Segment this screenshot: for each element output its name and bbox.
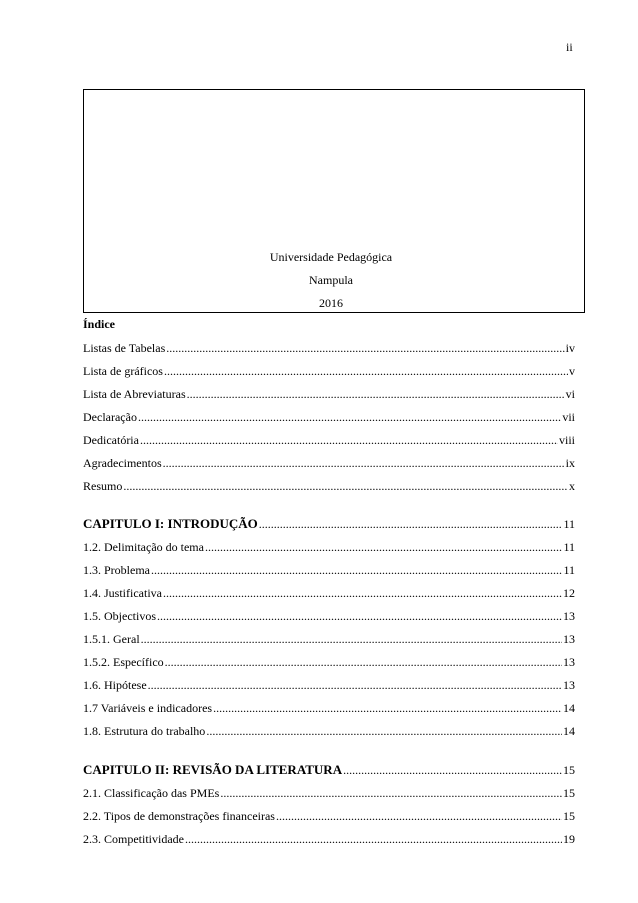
toc-leader-dots [259, 516, 563, 532]
toc-entry-title: Lista de Abreviaturas [83, 387, 186, 401]
toc-entry-1-3[interactable] [83, 562, 575, 578]
cover-box [83, 89, 585, 313]
cover-university: Universidade Pedagógica [269, 250, 393, 264]
toc-entry-page: 13 [563, 632, 575, 646]
toc-leader-dots [276, 808, 562, 824]
toc-entry-declaration[interactable] [83, 409, 575, 425]
toc-entry-list-of-abbreviations[interactable] [83, 386, 575, 402]
toc-entry-page: 13 [563, 609, 575, 623]
toc-leader-dots [166, 340, 564, 356]
toc-entry-title: 1.5.1. Geral [83, 632, 140, 646]
toc-leader-dots [187, 386, 565, 402]
toc-entry-page: vii [562, 410, 575, 424]
toc-entry-dedication[interactable] [83, 432, 575, 448]
toc-entry-page: 12 [563, 586, 575, 600]
toc-entry-page: 15 [563, 809, 575, 823]
toc-entry-title: Dedicatória [83, 433, 139, 447]
toc-entry-page: v [569, 364, 575, 378]
toc-leader-dots [213, 700, 562, 716]
toc-leader-dots [140, 432, 558, 448]
toc-leader-dots [163, 585, 562, 601]
toc-entry-title: Agradecimentos [83, 456, 162, 470]
toc-entry-page: 11 [563, 563, 575, 577]
toc-entry-page: 15 [563, 763, 575, 777]
toc-entry-title: 1.4. Justificativa [83, 586, 162, 600]
cover-year: 2016 [319, 296, 343, 310]
toc-entry-page: 14 [563, 701, 575, 715]
toc-entry-list-of-charts[interactable] [83, 363, 575, 379]
page-number: ii [566, 40, 573, 54]
toc-entry-2-3[interactable] [83, 831, 575, 847]
toc-entry-page: 13 [563, 655, 575, 669]
toc-leader-dots [165, 654, 562, 670]
toc-entry-1-2[interactable] [83, 539, 575, 555]
toc-entry-page: 14 [563, 724, 575, 738]
toc-entry-page: vi [565, 387, 575, 401]
toc-entry-title: 1.6. Hipótese [83, 678, 147, 692]
toc-leader-dots [164, 363, 568, 379]
toc-leader-dots [220, 785, 562, 801]
toc-entry-page: 11 [563, 517, 575, 531]
toc-entry-page: 13 [563, 678, 575, 692]
toc-entry-title: 1.2. Delimitação do tema [83, 540, 204, 554]
toc-entry-title: 2.2. Tipos de demonstrações financeiras [83, 809, 275, 823]
toc-leader-dots [343, 762, 562, 778]
toc-entry-title: 1.3. Problema [83, 563, 150, 577]
toc-entry-page: iv [565, 341, 575, 355]
toc-entry-title: Resumo [83, 479, 123, 493]
toc-leader-dots [205, 539, 562, 555]
toc-entry-title: 1.5.2. Específico [83, 655, 164, 669]
toc-leader-dots [138, 409, 561, 425]
toc-entry-title: 2.3. Competitividade [83, 832, 184, 846]
toc-chapter-title: CAPITULO I: INTRODUÇÃO [83, 516, 258, 531]
toc-chapter-2[interactable] [83, 762, 575, 778]
toc-entry-title: Declaração [83, 410, 137, 424]
toc-leader-dots [185, 831, 562, 847]
toc-chapter-1[interactable] [83, 516, 575, 532]
toc-entry-page: 19 [563, 832, 575, 846]
toc-leader-dots [151, 562, 562, 578]
cover-city: Nampula [309, 273, 353, 287]
toc-leader-dots [148, 677, 562, 693]
toc-entry-1-4[interactable] [83, 585, 575, 601]
toc-entry-1-5-1[interactable] [83, 631, 575, 647]
toc-entry-page: ix [565, 456, 575, 470]
toc-entry-page: x [569, 479, 575, 493]
toc-entry-page: 11 [563, 540, 575, 554]
toc-entry-2-2[interactable] [83, 808, 575, 824]
toc-entry-1-5-2[interactable] [83, 654, 575, 670]
toc-leader-dots [141, 631, 562, 647]
toc-leader-dots [206, 723, 562, 739]
toc-heading: Índice [83, 317, 116, 331]
toc-chapter-title: CAPITULO II: REVISÃO DA LITERATURA [83, 762, 343, 777]
toc-entry-1-5[interactable] [83, 608, 575, 624]
toc-entry-2-1[interactable] [83, 785, 575, 801]
toc-entry-1-6[interactable] [83, 677, 575, 693]
toc-entry-title: 1.5. Objectivos [83, 609, 156, 623]
toc-entry-page: 15 [563, 786, 575, 800]
toc-leader-dots [163, 455, 565, 471]
toc-entry-title: 1.7 Variáveis e indicadores [83, 701, 213, 715]
toc-entry-1-8[interactable] [83, 723, 575, 739]
toc-entry-abstract[interactable] [83, 478, 575, 494]
toc-entry-page: viii [558, 433, 575, 447]
toc-entry-acknowledgements[interactable] [83, 455, 575, 471]
toc-entry-title: 1.8. Estrutura do trabalho [83, 724, 206, 738]
toc-leader-dots [123, 478, 568, 494]
toc-entry-title: Listas de Tabelas [83, 341, 166, 355]
toc-entry-list-of-tables[interactable] [83, 340, 575, 356]
toc-entry-title: Lista de gráficos [83, 364, 163, 378]
toc-entry-title: 2.1. Classificação das PMEs [83, 786, 220, 800]
toc-leader-dots [157, 608, 562, 624]
toc-entry-1-7[interactable] [83, 700, 575, 716]
